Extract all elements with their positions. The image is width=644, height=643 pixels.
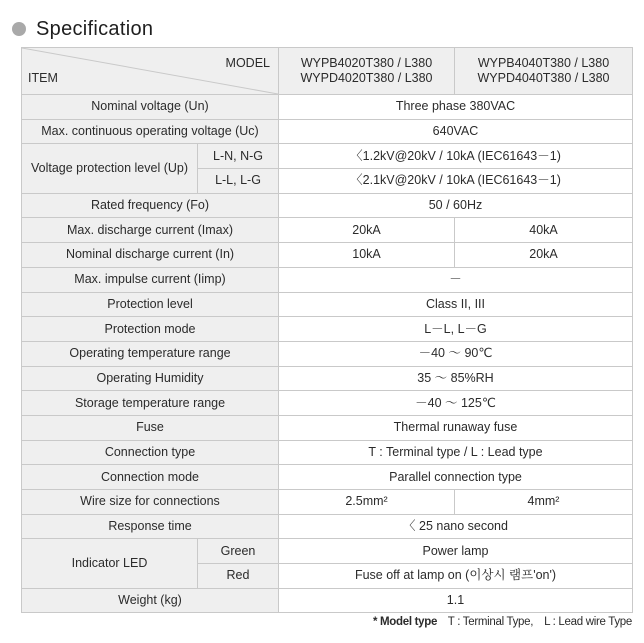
row-label: Protection mode bbox=[22, 317, 279, 342]
model-label: MODEL bbox=[225, 56, 270, 70]
row-label: Max. impulse current (Iimp) bbox=[22, 267, 279, 292]
row-value: 〈 25 nano second bbox=[279, 514, 633, 539]
table-row bbox=[22, 440, 633, 465]
row-label: Wire size for connections bbox=[22, 490, 279, 515]
item-label: ITEM bbox=[28, 71, 58, 85]
row-value: T : Terminal type / L : Lead type bbox=[279, 440, 633, 465]
table-row bbox=[22, 292, 633, 317]
footnote-terminal-type: T : Terminal Type, bbox=[447, 616, 534, 628]
table-row bbox=[22, 267, 633, 292]
row-label: Max. discharge current (Imax) bbox=[22, 218, 279, 243]
table-row bbox=[22, 193, 633, 218]
row-label: Fuse bbox=[22, 415, 279, 440]
row-value: Parallel connection type bbox=[279, 465, 633, 490]
row-value: 640VAC bbox=[279, 119, 633, 144]
row-value: －40 ～ 90℃ bbox=[279, 341, 633, 366]
table-row bbox=[22, 490, 633, 515]
row-value: Thermal runaway fuse bbox=[279, 415, 633, 440]
model-b-line1: WYPB4040T380 / L380 bbox=[477, 56, 610, 70]
footnote-heading: * Model type bbox=[372, 616, 438, 628]
model-a-line2: WYPD4020T380 / L380 bbox=[300, 71, 433, 85]
bullet-circle-icon bbox=[12, 22, 26, 36]
row-sublabel: Green bbox=[198, 539, 279, 564]
row-label: Max. continuous operating voltage (Uc) bbox=[22, 119, 279, 144]
row-label: Connection type bbox=[22, 440, 279, 465]
model-a-line1: WYPB4020T380 / L380 bbox=[300, 56, 433, 70]
model-b-header bbox=[455, 48, 633, 95]
row-value: － bbox=[279, 267, 633, 292]
row-value-model-a: 20kA bbox=[279, 218, 455, 243]
table-row bbox=[22, 465, 633, 490]
specification-table bbox=[21, 47, 633, 613]
row-value: Fuse off at lamp on (이상시 램프'on') bbox=[279, 564, 633, 589]
table-row bbox=[22, 341, 633, 366]
diagonal-line bbox=[22, 48, 278, 94]
table-row bbox=[22, 119, 633, 144]
row-value-model-b: 4mm² bbox=[455, 490, 633, 515]
model-b-line2: WYPD4040T380 / L380 bbox=[477, 71, 610, 85]
row-label: Operating temperature range bbox=[22, 341, 279, 366]
row-label: Storage temperature range bbox=[22, 391, 279, 416]
row-sublabel: L-N, N-G bbox=[198, 144, 279, 169]
row-value: L－L, L－G bbox=[279, 317, 633, 342]
table-row bbox=[22, 391, 633, 416]
row-value: Class II, III bbox=[279, 292, 633, 317]
table-row bbox=[22, 95, 633, 120]
section-title: Specification bbox=[36, 17, 154, 40]
footnote-lead-type: L : Lead wire Type bbox=[544, 616, 632, 628]
model-item-corner-cell bbox=[22, 48, 279, 95]
table-header-row bbox=[22, 48, 633, 95]
table-row bbox=[22, 415, 633, 440]
table-row bbox=[22, 144, 633, 169]
table-row bbox=[22, 317, 633, 342]
row-value: －40 ～ 125℃ bbox=[279, 391, 633, 416]
row-value: 〈1.2kV@20kV / 10kA (IEC61643－1) bbox=[279, 144, 633, 169]
row-value-model-b: 20kA bbox=[455, 243, 633, 268]
row-value: 1.1 bbox=[279, 588, 633, 613]
row-value: Three phase 380VAC bbox=[279, 95, 633, 120]
row-sublabel: L-L, L-G bbox=[198, 169, 279, 194]
row-value: 35 ～ 85%RH bbox=[279, 366, 633, 391]
row-label: Voltage protection level (Up) bbox=[22, 144, 198, 193]
row-label: Operating Humidity bbox=[22, 366, 279, 391]
row-value: 〈2.1kV@20kV / 10kA (IEC61643－1) bbox=[279, 169, 633, 194]
row-sublabel: Red bbox=[198, 564, 279, 589]
row-label: Connection mode bbox=[22, 465, 279, 490]
section-header bbox=[12, 17, 153, 41]
row-value: 50 / 60Hz bbox=[279, 193, 633, 218]
row-label: Weight (kg) bbox=[22, 588, 279, 613]
table-row bbox=[22, 243, 633, 268]
row-label: Response time bbox=[22, 514, 279, 539]
table-row bbox=[22, 539, 633, 564]
row-label: Rated frequency (Fo) bbox=[22, 193, 279, 218]
row-value: Power lamp bbox=[279, 539, 633, 564]
row-value-model-a: 2.5mm² bbox=[279, 490, 455, 515]
row-label: Nominal discharge current (In) bbox=[22, 243, 279, 268]
row-label: Nominal voltage (Un) bbox=[22, 95, 279, 120]
table-row bbox=[22, 514, 633, 539]
row-value-model-b: 40kA bbox=[455, 218, 633, 243]
model-a-header bbox=[279, 48, 455, 95]
table-row bbox=[22, 588, 633, 613]
table-row bbox=[22, 218, 633, 243]
row-label: Indicator LED bbox=[22, 539, 198, 588]
model-type-footnote bbox=[373, 616, 632, 628]
row-value-model-a: 10kA bbox=[279, 243, 455, 268]
row-label: Protection level bbox=[22, 292, 279, 317]
table-row bbox=[22, 366, 633, 391]
